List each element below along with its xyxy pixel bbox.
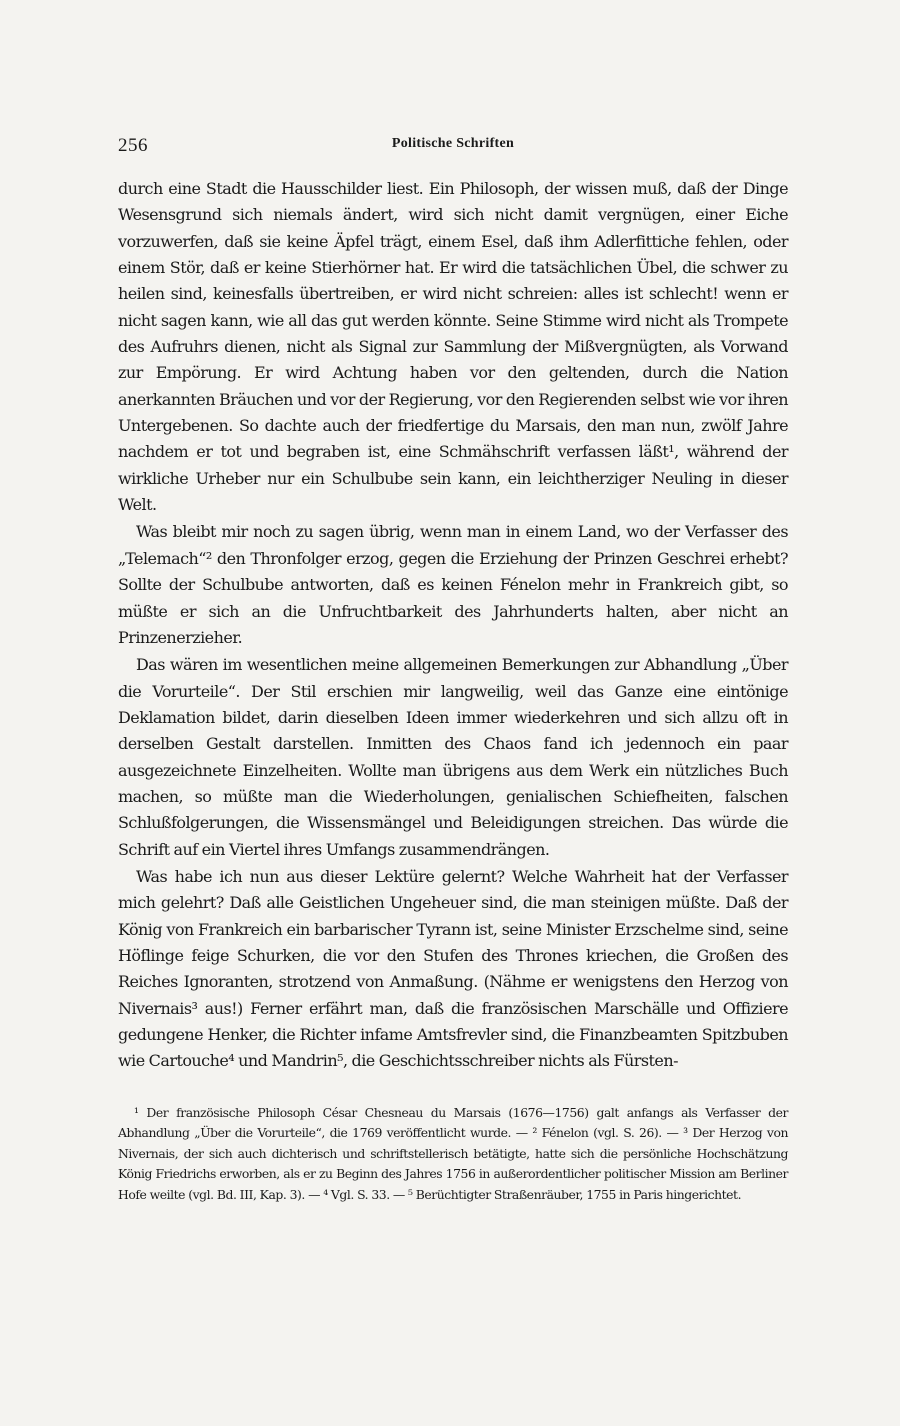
- footnote-block: ¹ Der französische Philosoph César Chesneau du Marsais (1676—1756) galt anfangs als Verfasser der Abhandlung „Über die Vorurteile“, die 1769 veröffentlicht wurde. — ² Fénelon (vgl. S. 26). — ³ Der Herzog von Nivernais, der sich auch dichterisch und schriftstellerisch betätigte, hatte sich die persönliche Hochschätzung König Friedrichs erworben, als er zu Beginn des Jahres 1756 in außerordentlicher politischer Mission am Berliner Hofe weilte (vgl. Bd. III, Kap. 3). — ⁴ Vgl. S. 33. — ⁵ Berüchtigter Straßenräuber, 1755 in Paris hingerichtet.: [118, 1105, 788, 1202]
- paragraph: durch eine Stadt die Hausschilder liest. Ein Philosoph, der wissen muß, daß der Dinge Wesensgrund sich niemals ändert, wird sich nicht damit vergnügen, einer Eiche vorzuwerfen, daß sie keine Äpfel trägt, einem Esel, daß ihm Adlerfittiche fehlen, oder einem Stör, daß er keine Stierhörner hat. Er wird die tatsächlichen Übel, die schwer zu heilen sind, keinesfalls übertreiben, er wird nicht schreien: alles ist schlecht! wenn er nicht sagen kann, wie all das gut werden könnte. Seine Stimme wird nicht als Trompete des Aufruhrs dienen, nicht als Signal zur Sammlung der Mißvergnügten, als Vorwand zur Empörung. Er wird Achtung haben vor den geltenden, durch die Nation anerkannten Bräuchen und vor der Regierung, vor den Regierenden selbst wie vor ihren Untergebenen. So dachte auch der friedfertige du Marsais, den man nun, zwölf Jahre nachdem er tot und begraben ist, eine Schmähschrift verfassen läßt¹, während der wirkliche Urheber nur ein Schulbube sein kann, ein leichtherziger Neuling in dieser Welt.: [118, 179, 788, 515]
- page-number: 256: [118, 135, 148, 156]
- main-text: [118, 176, 788, 1075]
- paragraph: Das wären im wesentlichen meine allgemeinen Bemerkungen zur Abhandlung „Über die Vorurteile“. Der Stil erschien mir langweilig, weil das Ganze eine eintönige Deklamation bildet, darin dieselben Ideen immer wiederkehren und sich allzu oft in derselben Gestalt darstellen. Inmitten des Chaos fand ich jedennoch ein paar ausgezeichnete Einzelheiten. Wollte man übrigens aus dem Werk ein nützliches Buch machen, so müßte man die Wiederholungen, genialischen Schiefheiten, falschen Schlußfolgerungen, die Wissensmängel und Beleidigungen streichen. Das würde die Schrift auf ein Viertel ihres Umfangs zusammendrängen.: [118, 655, 788, 859]
- paragraph: Was habe ich nun aus dieser Lektüre gelernt? Welche Wahrheit hat der Verfasser mich gelehrt? Daß alle Geistlichen Ungeheuer sind, die man steinigen müßte. Daß der König von Frankreich ein barbarischer Tyrann ist, seine Minister Erzschelme sind, seine Höflinge feige Schurken, die vor den Stufen des Thrones kriechen, die Großen des Reiches Ignoranten, strotzend von Anmaßung. (Nähme er wenigstens den Herzog von Nivernais³ aus!) Ferner erfährt man, daß die französischen Marschälle und Offiziere gedungene Henker, die Richter infame Amtsfrevler sind, die Finanzbeamten Spitzbuben wie Cartouche⁴ und Mandrin⁵, die Geschichtsschreiber nichts als Fürsten-: [118, 866, 788, 1071]
- running-head: Politische Schriften: [391, 136, 515, 151]
- page-header: [118, 135, 788, 159]
- footnotes: [118, 1103, 788, 1205]
- paragraph: Was bleibt mir noch zu sagen übrig, wenn man in einem Land, wo der Verfasser des „Telemach“² den Thronfolger erzog, gegen die Erziehung der Prinzen Geschrei erhebt? Sollte der Schulbube antworten, daß es keinen Fénelon mehr in Frankreich gibt, so müßte er sich an die Unfruchtbarkeit des Jahrhunderts halten, aber nicht an Prinzenerzieher.: [118, 522, 788, 647]
